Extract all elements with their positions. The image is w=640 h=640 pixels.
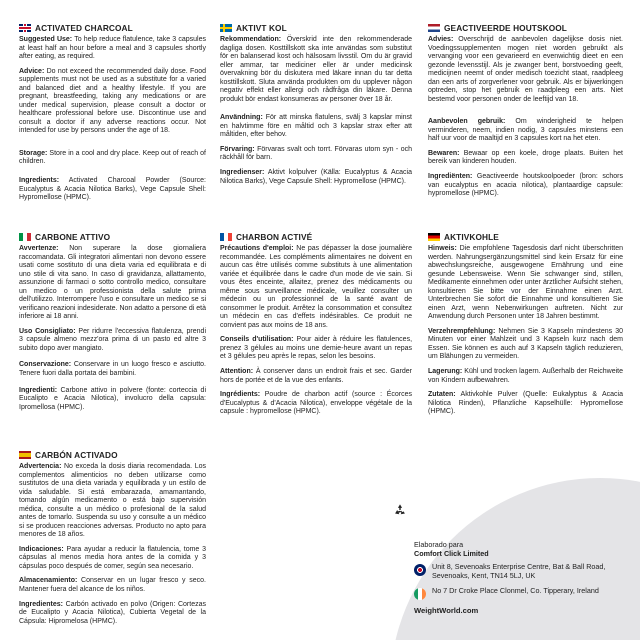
es-indicaciones: Indicaciones: Para ayudar a reducir la flatulencia, tome 3 cápsulas al menos media hora antes de la comida y 3 cápsulas poco después de comer, según sea necesario. (19, 545, 206, 570)
section-it (19, 232, 206, 418)
fr-attention: Attention: À conserver dans un endroit frais et sec. Garder hors de portée et de la vue des enfants. (220, 368, 412, 384)
uk-address (414, 563, 614, 580)
nl-bewaren: Bewaren: Bewaar op een koele, droge plaats. Buiten het bereik van kinderen houden. (428, 149, 623, 166)
section-it-title: CARBONE ATTIVO (19, 232, 206, 242)
en-suggested-use: Suggested Use: To help reduce flatulence, take 3 capsules at least half an hour before a meal and 3 capsules shortly after eating, as required. (19, 36, 206, 61)
it-avvertenze: Avvertenze: Non superare la dose giornaliera raccomandata. Gli integratori alimentari non devono essere usati come sostituto di una dieta varia ed equilibrata e di uno stile di vita sano. In caso di gravidanza, allattamento, assunzione di farmaci o sotto controllo medico, consultare un medico o un professionista della salute prima dell'utilizzo. Interrompere l'uso e consultare un medico se si verificano reazioni indesiderate. Non adatto a persone di età inferiore ai 18 anni. (19, 245, 206, 321)
netherlands-flag-icon (428, 24, 440, 32)
section-de-title: AKTIVKOHLE (428, 232, 623, 242)
section-fr-title: CHARBON ACTIVÉ (220, 232, 412, 242)
recycle-icon (393, 503, 407, 517)
en-advice: Advice: Do not exceed the recommended daily dose. Food supplements must not be used as a substitute for a varied and balanced diet and a healthy lifestyle. If you are pregnant, breastfeeding, taking any medications or are under medical supervision, please consult a doctor or healthcare professional before use. Discontinue use and consult a doctor if any adverse reactions occur. Not intended for use by persons under the age of 18. (19, 67, 206, 135)
ireland-flag-icon (414, 588, 426, 600)
section-nl-title: GEACTIVEERDE HOUTSKOOL (428, 23, 623, 33)
nl-aanbevolen: Aanbevolen gebruik: Om winderigheid te helpen verminderen, neem, indien nodig, 3 capsules minstens een half uur voor de maaltijd en 3 capsules kort na het eten. (428, 118, 623, 143)
italy-flag-icon (19, 233, 31, 241)
nl-ingredienten: Ingrediënten: Geactiveerde houtskoolpoeder (bron: schors van eucalyptus en acacia nilotica), plantaardige capsule: hypromellose (HPMC). (428, 173, 623, 198)
fr-conseils: Conseils d'utilisation: Pour aider à réduire les flatulences, prenez 3 gélules au moins une demie-heure avant un repas et 3 gélules peu après le repas, selon les besoins. (220, 336, 413, 361)
es-advertencia: Advertencia: No exceda la dosis diaria recomendada. Los complementos alimenticios no deben utilizarse como sustitutos de una dieta variada y equilibrada y un estilo de vida saludable. Si está embarazada, amamantando, tomando algún medicamento o está bajo supervisión médica, consulte a un médico o profesional de la salud antes de tomarlo. Suspenda su uso y consulte a un médico si se producen reacciones adversas. Producto no apto para menores de 18 años. (19, 463, 206, 539)
se-anvandning: Användning: För att minska flatulens, svälj 3 kapslar minst en halvtimme före en måltid och 3 kapslar strax efter att måltiden, efter behov. (220, 114, 412, 139)
es-ingredientes: Ingredientes: Carbón activado en polvo (Origen: Cortezas de Eucalipto y Acacia Nilotica), Cubierta Vegetal de la Cápsula: Hipromelosa (HPMC). (19, 600, 206, 625)
es-almacenamiento: Almacenamiento: Conservar en un lugar fresco y seco. Mantener fuera del alcance de los niños. (19, 577, 206, 594)
france-flag-icon (220, 233, 232, 241)
spain-flag-icon (19, 451, 31, 459)
section-en (19, 23, 206, 209)
company-name: Comfort Click Limited (414, 548, 489, 558)
ie-address (414, 587, 614, 600)
se-rekommendation: Rekommendation: Överskrid inte den rekommenderade dagliga dosen. Kosttillskott ska inte användas som substitut för en balanserad kost och hälsosam livsstil. Om du är gravid eller ammar, tar mediciner eller är under medicinsk övervakning bör du diskutera med läkare innan du tar detta kosttillskott. Sluta använda produkten om du upplever någon negativ effekt eller allergi och rådfråga din läkare. Denna produkt bör endast konsumeras av personer över 18 år. (220, 36, 412, 103)
germany-flag-icon (428, 233, 440, 241)
section-fr (220, 232, 412, 423)
section-de (428, 232, 623, 423)
uk-flag-icon (19, 24, 31, 32)
website-link[interactable]: WeightWorld.com (414, 605, 479, 615)
se-forvaring: Förvaring: Förvaras svalt och torrt. Förvaras utom syn - och räckhåll för barn. (220, 145, 412, 162)
ie-address-text: No 7 Dr Croke Place Clonmel, Co. Tipperary, Ireland (432, 585, 599, 595)
section-es (19, 450, 206, 632)
uk-address-text: Unit 8, Sevenoaks Enterprise Centre, Bat & Ball Road, Sevenoaks, Kent, TN14 5LJ, UK (432, 562, 606, 580)
uk-flag-icon (414, 564, 426, 576)
se-ingredienser: Ingredienser: Aktivt kolpulver (Källa: Eucalyptus & Acacia Nilotica Barks), Vege Capsule Shell: Hypromellose (HPMC). (220, 169, 412, 185)
de-verzehr: Verzehrempfehlung: Nehmen Sie 3 Kapseln mindestens 30 Minuten vor einer Mahlzeit und 3 Kapseln kurz nach dem Essen. Sie können es auch auf 3 Kapseln täglich reduzieren, um Blähungen zu vermeiden. (428, 327, 623, 361)
section-nl (428, 23, 623, 205)
fr-ingredients: Ingrédients: Poudre de charbon actif (source : Écorces d'Eucalyptus & d'Acacia Nilotica), enveloppe végétale de la capsule : hypromellose (HPMC). (220, 391, 412, 416)
en-ingredients: Ingredients: Activated Charcoal Powder (Source: Eucalyptus & Acacia Nilotica Barks), Vege Capsule Shell: Hypromellose (HPMC). (19, 177, 206, 202)
sweden-flag-icon (220, 24, 232, 32)
section-se (220, 23, 412, 192)
it-conservazione: Conservazione: Conservare in un luogo fresco e asciutto. Tenere fuori dalla portata dei bambini. (19, 361, 206, 378)
made-for-label: Elaborado para (414, 540, 464, 549)
de-lagerung: Lagerung: Kühl und trocken lagern. Außerhalb der Reichweite von Kindern aufbewahren. (428, 368, 623, 384)
de-zutaten: Zutaten: Aktivkohle Pulver (Quelle: Eukalyptus & Acacia Nilotica Rinden), Pflanzliche Kapselhülle: Hypromellose (HPMC). (428, 391, 623, 416)
en-storage: Storage: Store in a cool and dry place. Keep out of reach of children. (19, 149, 206, 166)
fr-precautions: Précautions d'emploi: Ne pas dépasser la dose journalière recommandée. Les compléments alimentaires ne doivent en aucun cas être utilisés comme substituts à une alimentation variée et équilibrée dans le cadre d'un mode de vie sain. Si vous êtes enceinte, allaitez, prenez des médicaments ou même sous surveillance médicale, veuillez consulter un médecin ou un professionnel de la santé avant de consommer le produit. Arrêtez la consommation et consultez un médecin en cas d'effets indésirables. Ce produit ne convient pas aux moins de 18 ans. (220, 245, 412, 329)
de-hinweis: Hinweis: Die empfohlene Tagesdosis darf nicht überschritten werden. Nahrungsergänzungsmittel sind kein Ersatz für eine abwechslungsreiche, ausgewogene Ernährung und eine gesunde Lebensweise. Wenn Sie schwanger sind, stillen, Medikamente einnehmen oder unter ärztlicher Aufsicht stehen, konsultieren Sie bitte vor der Einnahme einen Arzt. Unterbrechen Sie sofort die Einnahme und konsultieren Sie einen Arzt, wenn Nebenwirkungen auftreten. Nicht zur Anwendung durch Personen unter 18 Jahren bestimmt. (428, 245, 623, 321)
manufacturer-info (414, 541, 614, 615)
it-ingredienti: Ingredienti: Carbone attivo in polvere (fonte: corteccia di Eucalipto e Acacia Nilotica), involucro della capsula: Ipromellosa (HPMC). (19, 386, 206, 411)
nl-advies: Advies: Overschrijd de aanbevolen dagelijkse dosis niet. Voedingssupplementen mogen niet worden gebruikt als vervanging voor een gevarieerd en evenwichtig dieet en een gezonde levensstijl. Als je zwanger bent, borstvoeding geeft, medicijnen neemt of onder medisch toezicht staat, raadpleeg dan een arts of zorgverlener voor gebruik. Als er bijwerkingen optreden, stop het gebruik en raadpleeg een arts. Niet bestemd voor personen onder de leeftijd van 18. (428, 36, 623, 103)
section-en-title: ACTIVATED CHARCOAL (19, 23, 206, 33)
it-uso: Uso Consigliato: Per ridurre l'eccessiva flatulenza, prendi 3 capsule almeno mezz'ora prima di un pasto ed altre 3 subito dopo aver mangiato. (19, 327, 206, 352)
section-se-title: AKTIVT KOL (220, 23, 412, 33)
section-es-title: CARBÓN ACTIVADO (19, 450, 206, 460)
